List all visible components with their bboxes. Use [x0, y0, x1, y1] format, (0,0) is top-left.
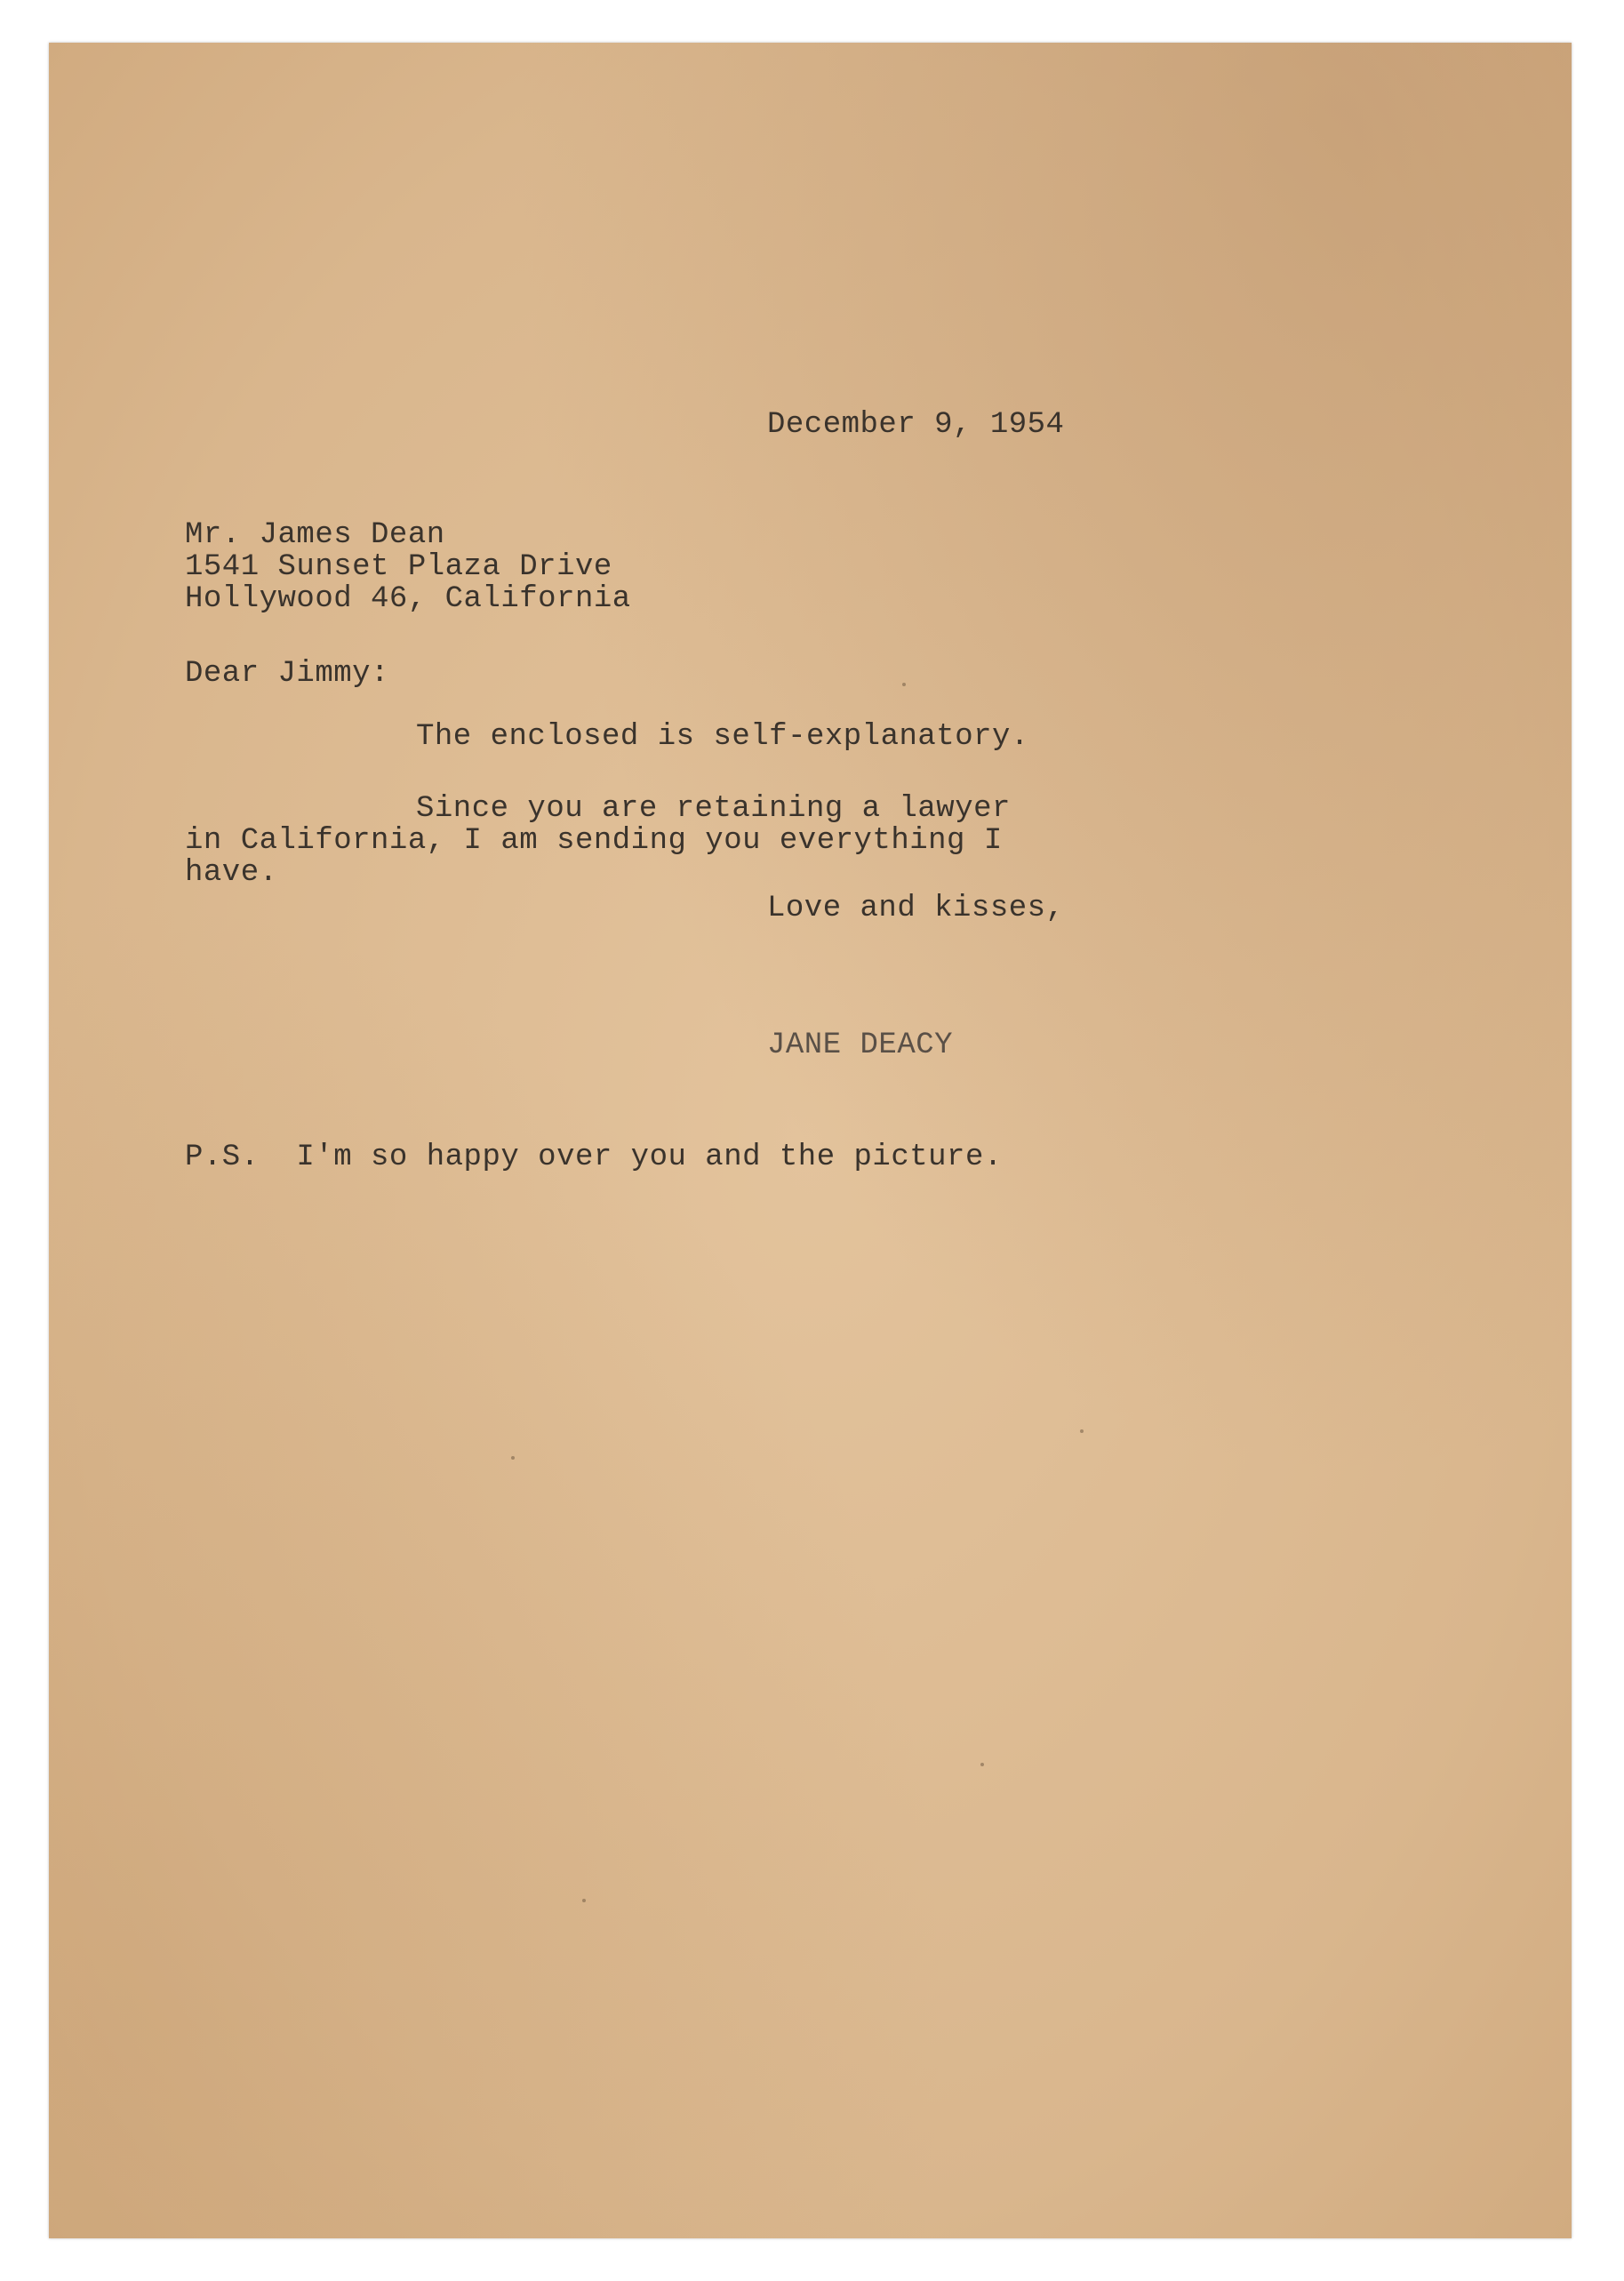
paragraph-one: The enclosed is self-explanatory.	[416, 720, 1029, 754]
recipient-street: 1541 Sunset Plaza Drive	[185, 550, 612, 584]
paragraph-two-line-3: have.	[185, 856, 278, 890]
paper-speck	[582, 1899, 586, 1902]
signature-typed: JANE DEACY	[767, 1028, 954, 1062]
postscript: P.S. I'm so happy over you and the picture.	[185, 1140, 1003, 1174]
paper-speck	[511, 1456, 515, 1460]
recipient-city: Hollywood 46, California	[185, 582, 631, 616]
paragraph-two-line-1: Since you are retaining a lawyer	[416, 792, 1011, 826]
letter-date: December 9, 1954	[767, 408, 1065, 442]
paragraph-two-line-2: in California, I am sending you everything I	[185, 824, 1003, 858]
paper-speck	[980, 1763, 984, 1766]
letter-page	[49, 43, 1572, 2238]
paper-speck	[1080, 1429, 1084, 1433]
closing: Love and kisses,	[767, 892, 1065, 925]
paper-speck	[902, 683, 906, 686]
recipient-name: Mr. James Dean	[185, 518, 445, 552]
salutation: Dear Jimmy:	[185, 657, 389, 691]
